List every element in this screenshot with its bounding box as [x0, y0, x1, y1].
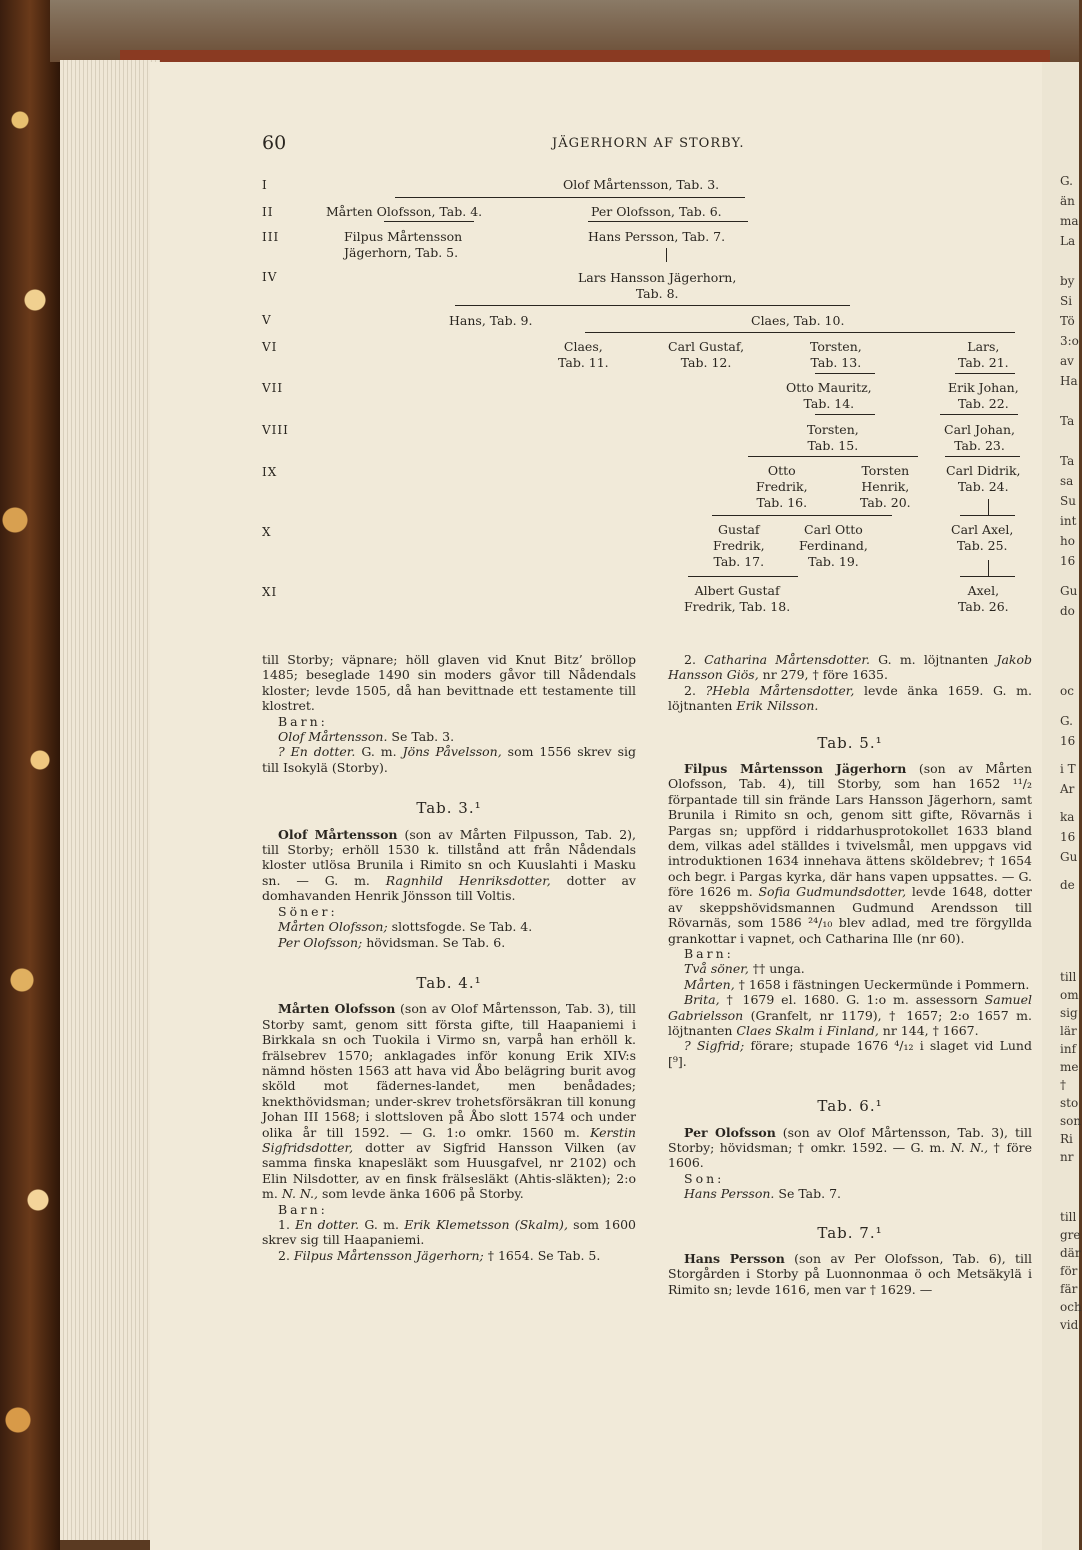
next-page-fragment: sto: [1060, 1096, 1079, 1110]
text-column-right: [668, 652, 1032, 1297]
tree-node: Torsten, Tab. 15.: [807, 422, 859, 453]
generation-label: I: [262, 178, 268, 192]
child-entry: Mårten Olofsson; slottsfogde. Se Tab. 4.: [278, 919, 533, 935]
next-page-fragment: vid: [1060, 1318, 1079, 1332]
tree-connector: [384, 221, 474, 222]
tree-node: Olof Mårtensson, Tab. 3.: [563, 177, 720, 192]
tree-connector: [960, 576, 1015, 577]
text-column-left: [262, 652, 636, 1263]
tree-connector: [666, 248, 667, 262]
section-label: Barn:: [278, 713, 328, 729]
tree-connector: [815, 414, 875, 415]
tree-connector: [585, 332, 1015, 333]
child-entry: 2. Filpus Mårtensson Jägerhorn; † 1654. Se Tab. 5.: [278, 1247, 601, 1263]
tree-connector: [688, 576, 798, 577]
tree-node: Claes, Tab. 11.: [558, 339, 609, 370]
next-page-fragment: fär: [1060, 1282, 1078, 1296]
next-page-fragment: inf: [1060, 1042, 1077, 1056]
tree-node: Hans Persson, Tab. 7.: [588, 229, 726, 244]
next-page-fragment: de: [1060, 878, 1075, 892]
tree-node: Carl Didrik, Tab. 24.: [946, 463, 1021, 494]
child-entry: Olof Mårtensson. Se Tab. 3.: [278, 729, 455, 745]
generation-label: III: [262, 230, 280, 244]
next-page-fragment: 16: [1060, 554, 1076, 568]
tree-connector: [815, 373, 875, 374]
next-page-fragment: Ta: [1060, 414, 1075, 428]
tree-connector: [945, 456, 1020, 457]
child-entry: ? En dotter. G. m. Jöns Påvelsson, som 1556 skrev sig till Isokylä (Storby).: [262, 744, 636, 775]
next-page-fragment: Si: [1060, 294, 1073, 308]
next-page-fragment: 16: [1060, 734, 1076, 748]
next-page-fragment: Ta: [1060, 454, 1075, 468]
paragraph: Mårten Olofsson (son av Olof Mårtensson, Tab. 3), till Storby samt, genom sitt första gifte, till Haapaniemi i Birkkala sn och Tuokila i Virmo sn, varpå han erhöll k. frälsebrev 1570; anklagades inför konung Erik XIV:s nämnd hösten 1563 att hava vid Åbo belägring burit avog sköld mot fädernes-landet, men benådades; knekthövidsman; under-skrev trohetsförsäkran till konung Johan III 1568; i slottsloven på Åbo slott 1574 och under olika år till 1592. — G. 1:o omkr. 1560 m. Kerstin Sigfridsdotter, dotter av Sigfrid Hansson Vilken (av samma finska knapesläkt som Huusgafvel, nr 2102) och Elin Nilsdotter, av en finsk frälsesläkt (Ahtis-släkten); 2:o m. N. N., som levde änka 1606 på Storby.: [262, 1001, 636, 1202]
next-page-fragment: int: [1060, 514, 1077, 528]
tree-node: Per Olofsson, Tab. 6.: [591, 204, 722, 219]
tree-node: Carl Otto Ferdinand, Tab. 19.: [799, 522, 868, 569]
tree-node: Filpus Mårtensson Jägerhorn, Tab. 5.: [344, 229, 463, 260]
next-page-fragment: do: [1060, 604, 1075, 618]
child-entry: Per Olofsson; hövidsman. Se Tab. 6.: [278, 934, 506, 950]
tree-node: Albert Gustaf Fredrik, Tab. 18.: [684, 583, 791, 614]
generation-label: VII: [262, 381, 284, 395]
next-page-fragment: och: [1060, 1300, 1082, 1314]
page-number: 60: [262, 132, 287, 154]
paragraph: Per Olofsson (son av Olof Mårtensson, Tab. 3), till Storby; hövidsman; † omkr. 1592. — G. m. N. N., † före 1606.: [668, 1124, 1032, 1171]
next-page-strip: [1042, 62, 1082, 1550]
section-label: Son:: [684, 1170, 725, 1186]
tree-node: Torsten, Tab. 13.: [810, 339, 862, 370]
section-label: Barn:: [684, 945, 734, 961]
section-label: Barn:: [278, 1201, 328, 1217]
next-page-fragment: ka: [1060, 810, 1075, 824]
paragraph: till Storby; väpnare; höll glaven vid Knut Bitz’ bröllop 1485; beseglade 1490 sin moders gåvor till Nådendals kloster; levde 1505, då han bevittnade ett testamente till klostret.: [262, 652, 636, 714]
next-page-fragment: ma: [1060, 214, 1079, 228]
next-page-fragment: Gu: [1060, 850, 1078, 864]
generation-label: II: [262, 205, 274, 219]
table-heading: Tab. 7.¹: [817, 1223, 883, 1242]
next-page-fragment: 16: [1060, 830, 1076, 844]
child-entry: Två söner, †† unga.: [684, 961, 805, 977]
tree-node: Otto Mauritz, Tab. 14.: [786, 380, 872, 411]
child-entry: 2. ?Hebla Mårtensdotter, levde änka 1659. G. m. löjtnanten Erik Nilsson.: [668, 682, 1032, 714]
next-page-fragment: La: [1060, 234, 1076, 248]
tree-node: Axel, Tab. 26.: [958, 583, 1009, 614]
next-page-fragment: Su: [1060, 494, 1076, 508]
next-page-fragment: sa: [1060, 474, 1074, 488]
generation-label: X: [262, 525, 272, 539]
next-page-fragment: om: [1060, 988, 1079, 1002]
next-page-fragment: me: [1060, 1060, 1079, 1074]
generation-label: XI: [262, 585, 278, 599]
next-page-fragment: sig: [1060, 1006, 1078, 1020]
child-entry: ? Sigfrid; förare; stupade 1676 ⁴/₁₂ i slaget vid Lund [⁹].: [668, 1038, 1032, 1069]
tree-node: Lars Hansson Jägerhorn, Tab. 8.: [578, 270, 737, 301]
tree-node: Erik Johan, Tab. 22.: [948, 380, 1019, 411]
page-stack: [60, 60, 160, 1540]
tree-connector: [455, 305, 850, 306]
next-page-fragment: i T: [1060, 762, 1076, 776]
tree-node: Carl Gustaf, Tab. 12.: [668, 339, 745, 370]
next-page-fragment: G.: [1060, 714, 1073, 728]
tree-node: Mårten Olofsson, Tab. 4.: [326, 204, 483, 219]
child-entry: 1. En dotter. G. m. Erik Klemetsson (Skalm), som 1600 skrev sig till Haapaniemi.: [262, 1217, 636, 1248]
book-cover-left: [0, 0, 60, 1550]
child-entry: Brita, † 1679 el. 1680. G. 1:o m. assessorn Samuel Gabrielsson (Granfelt, nr 1179), † 1657; 2:o 1657 m. löjtnanten Claes Skalm i Finland, nr 144, † 1667.: [668, 992, 1032, 1038]
tree-node: Carl Axel, Tab. 25.: [951, 522, 1014, 553]
paragraph: Filpus Mårtensson Jägerhorn (son av Mårten Olofsson, Tab. 4), till Storby, som han 1652 ¹¹/₂ förpantade till sin frände Lars Hansson Jägerhorn, samt Brunila i Rimito sn och, genom sitt gifte, Rövarnäs i Pargas sn; uppförd i riddarhusprotokollet 1633 bland dem, vilkas adel ställdes i tvivelsmål, men uppgavs vid introduktionen 1634 innehava ättens sköldebrev; † 1654 och begr. i Pargas kyrka, där hans vapen uppsattes. — G. före 1626 m. Sofia Gudmundsdotter, levde 1648, dotter av skeppshövidsmannen Gudmund Arendsson till Rövarnäs, som 1586 ²⁴/₁₀ blev adlad, med tre förgyllda grankottar i vapnet, och Catharina Ille (nr 60).: [668, 761, 1033, 946]
running-head: JÄGERHORN AF STORBY.: [552, 136, 745, 151]
tree-connector: [988, 499, 989, 515]
generation-label: IX: [262, 465, 278, 479]
next-page-fragment: by: [1060, 274, 1075, 288]
child-entry: 2. Catharina Mårtensdotter. G. m. löjtnanten Jakob Hansson Giös, nr 279, † före 1635.: [668, 652, 1033, 683]
tree-node: Claes, Tab. 10.: [751, 313, 845, 328]
tree-connector: [395, 197, 745, 198]
tree-connector: [748, 456, 918, 457]
next-page-fragment: oc: [1060, 684, 1074, 698]
section-label: Söner:: [278, 903, 338, 919]
table-heading: Tab. 6.¹: [817, 1097, 883, 1116]
tree-node: Hans, Tab. 9.: [449, 313, 533, 328]
tree-node: Otto Fredrik, Tab. 16.: [756, 463, 808, 510]
next-page-fragment: Gu: [1060, 584, 1078, 598]
tree-connector: [988, 560, 989, 576]
next-page-fragment: nr: [1060, 1150, 1074, 1164]
table-heading: Tab. 4.¹: [416, 973, 482, 992]
next-page-fragment: än: [1060, 194, 1075, 208]
next-page-fragment: till: [1060, 1210, 1077, 1224]
next-page-fragment: 3:o: [1060, 334, 1079, 348]
generation-label: V: [262, 313, 272, 327]
next-page-fragment: G.: [1060, 174, 1073, 188]
tree-connector: [960, 515, 1015, 516]
tree-node: Carl Johan, Tab. 23.: [944, 422, 1016, 453]
generation-label: IV: [262, 270, 278, 284]
tree-connector: [940, 414, 1018, 415]
next-page-fragment: gre: [1060, 1228, 1081, 1242]
child-entry: Hans Persson. Se Tab. 7.: [684, 1186, 842, 1202]
next-page-fragment: Tö: [1060, 314, 1075, 328]
next-page-fragment: Ar: [1060, 782, 1075, 796]
next-page-fragment: Ha: [1060, 374, 1078, 388]
child-entry: Mårten, † 1658 i fästningen Ueckermünde i Pommern.: [684, 976, 1030, 992]
tree-node: Gustaf Fredrik, Tab. 17.: [713, 522, 765, 569]
next-page-fragment: till: [1060, 970, 1077, 984]
tree-connector: [588, 221, 748, 222]
paragraph: Hans Persson (son av Per Olofsson, Tab. 6), till Storgården i Storby på Luonnonmaa ö och Metsäkylä i Rimito sn; levde 1616, men var † 1629. —: [668, 1251, 1032, 1297]
next-page-fragment: av: [1060, 354, 1074, 368]
tree-node: Torsten Henrik, Tab. 20.: [860, 463, 911, 510]
next-page-fragment: Ri: [1060, 1132, 1073, 1146]
next-page-fragment: lär: [1060, 1024, 1077, 1038]
next-page-fragment: för: [1060, 1264, 1078, 1278]
next-page-fragment: son: [1060, 1114, 1082, 1128]
paragraph: Olof Mårtensson (son av Mårten Filpusson, Tab. 2), till Storby; erhöll 1530 k. tillstånd att från Nådendals kloster utlösa Brunila i Rimito sn och Kuuslahti i Masku sn. — G. m. Ragnhild Henriksdotter, dotter av domhavanden Henrik Jönsson till Voltis.: [262, 826, 637, 904]
generation-label: VIII: [262, 423, 289, 437]
table-heading: Tab. 5.¹: [817, 733, 883, 752]
table-heading: Tab. 3.¹: [416, 799, 482, 818]
tree-connector: [712, 515, 892, 516]
tree-connector: [955, 373, 1015, 374]
next-page-fragment: där: [1060, 1246, 1081, 1260]
generation-label: VI: [262, 340, 278, 354]
next-page-fragment: †: [1060, 1078, 1066, 1092]
tree-node: Lars, Tab. 21.: [958, 339, 1009, 370]
next-page-fragment: ho: [1060, 534, 1075, 548]
